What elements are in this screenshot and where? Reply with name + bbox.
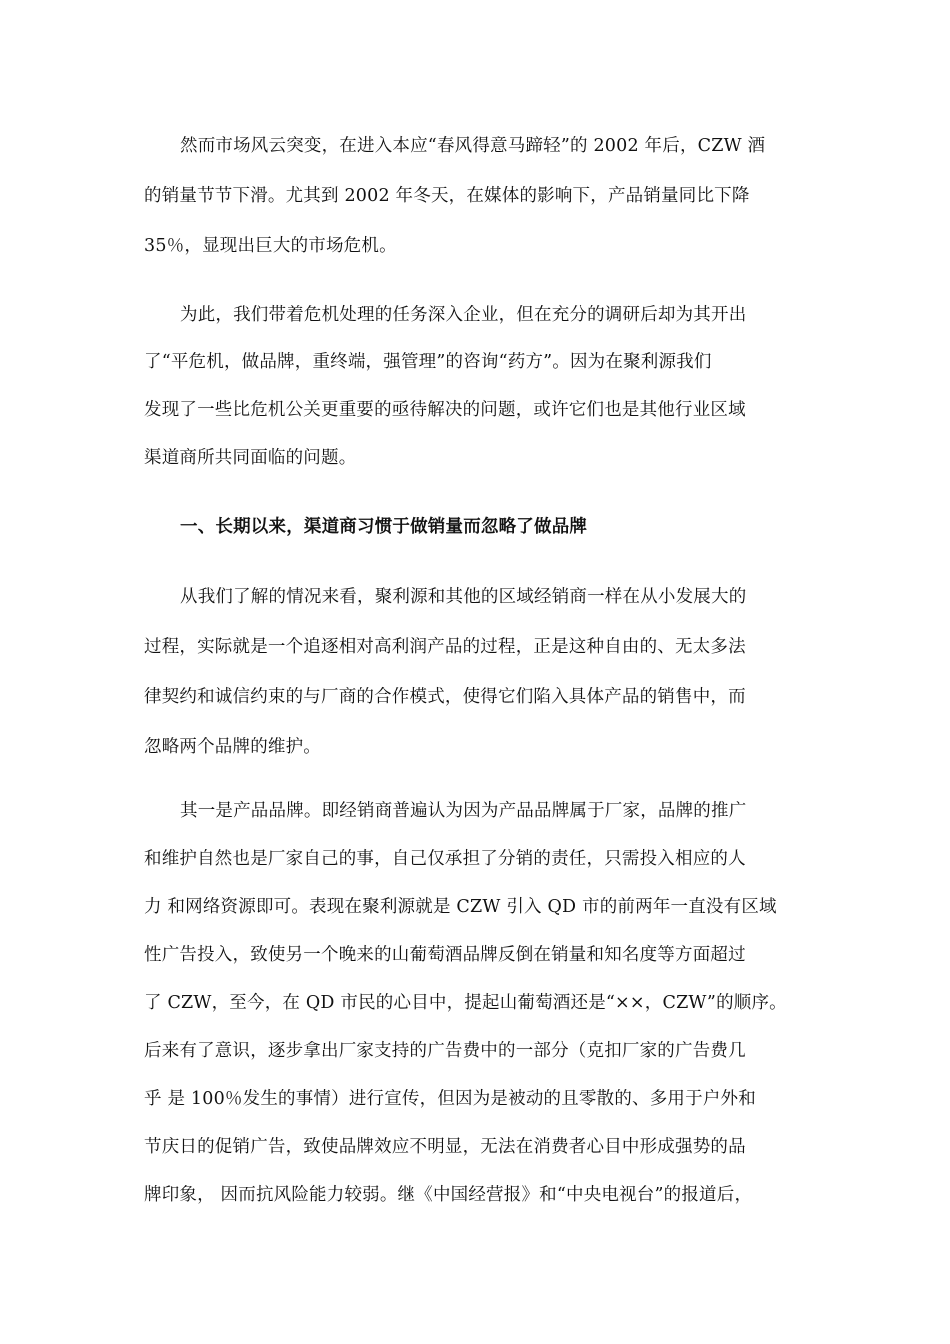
text-line: 为此，我们带着危机处理的任务深入企业，但在充分的调研后却为其开出	[180, 305, 747, 325]
text-line: 发现了一些比危机公关更重要的亟待解决的问题，或许它们也是其他行业区域	[144, 400, 746, 420]
text-line: 节庆日的促销广告，致使品牌效应不明显，无法在消费者心目中形成强势的品	[144, 1137, 746, 1157]
text-line: 牌印象， 因而抗风险能力较弱。继《中国经营报》和“中央电视台”的报道后，	[144, 1185, 753, 1205]
text-line: 忽略两个品牌的维护。	[144, 737, 321, 757]
text-line: 从我们了解的情况来看，聚利源和其他的区域经销商一样在从小发展大的	[180, 587, 747, 607]
text-line: 乎 是 100％发生的事情）进行宣传，但因为是被动的且零散的、多用于户外和	[144, 1089, 756, 1109]
text-line: 了“平危机，做品牌，重终端，强管理”的咨询“药方”。因为在聚利源我们	[144, 352, 712, 372]
text-line: 力 和网络资源即可。表现在聚利源就是 CZW 引入 QD 市的前两年一直没有区域	[144, 897, 777, 917]
text-line: 过程，实际就是一个追逐相对高利润产品的过程，正是这种自由的、无太多法	[144, 637, 746, 657]
text-line: 和维护自然也是厂家自己的事，自己仅承担了分销的责任，只需投入相应的人	[144, 849, 746, 869]
section-heading: 一、长期以来，渠道商习惯于做销量而忽略了做品牌	[180, 517, 588, 537]
text-line: 了 CZW，至今，在 QD 市民的心目中，提起山葡萄酒还是“××，CZW”的顺序。	[144, 993, 787, 1013]
text-line: 的销量节节下滑。尤其到 2002 年冬天，在媒体的影响下，产品销量同比下降	[144, 186, 750, 206]
text-line: 后来有了意识，逐步拿出厂家支持的广告费中的一部分（克扣厂家的广告费几	[144, 1041, 746, 1061]
text-line: 性广告投入，致使另一个晚来的山葡萄酒品牌反倒在销量和知名度等方面超过	[144, 945, 746, 965]
text-line: 35％，显现出巨大的市场危机。	[144, 236, 397, 256]
text-line: 其一是产品品牌。即经销商普遍认为因为产品品牌属于厂家，品牌的推广	[180, 801, 747, 821]
text-line: 渠道商所共同面临的问题。	[144, 448, 357, 468]
text-line: 然而市场风云突变，在进入本应“春风得意马蹄轻”的 2002 年后，CZW 酒	[180, 136, 766, 156]
text-line: 律契约和诚信约束的与厂商的合作模式，使得它们陷入具体产品的销售中，而	[144, 687, 746, 707]
